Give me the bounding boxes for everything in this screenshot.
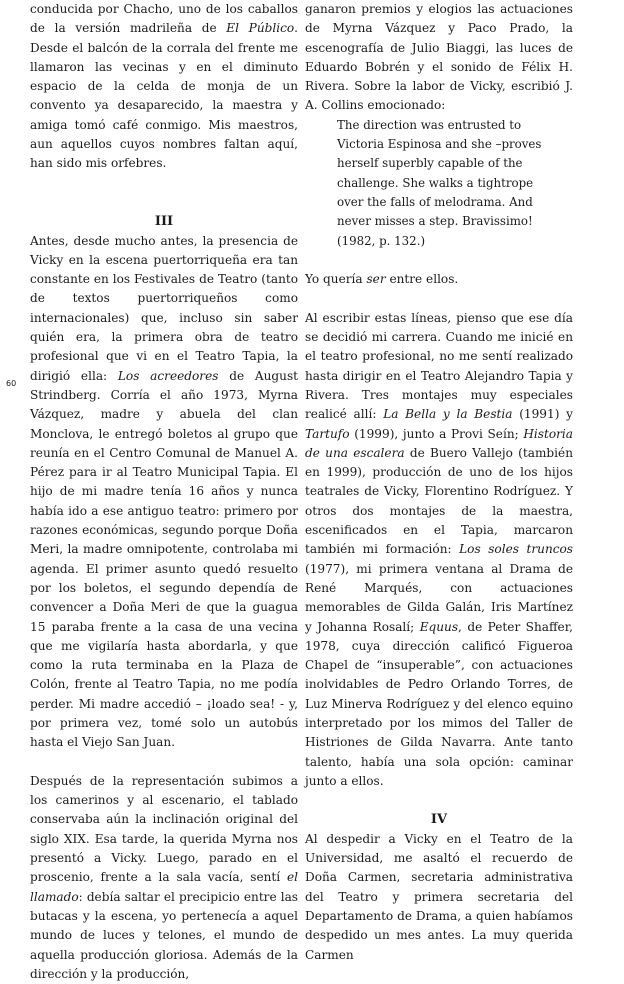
paragraph-despedir: Al despedir a Vicky en el Teatro de la Universidad, me asaltó el recuerdo de Doña Carmen, secretaria administrativa del Teatro y primera secretaria del Departamento de Drama, a quien habíamos despedido un mes antes. La muy querida Carmen	[305, 831, 573, 962]
paragraph-intro: conducida por Chacho, uno de los caballos de la versión madrileña de El Público. Desde el balcón de la corrala del frente me llamaron las vecinas y en el diminuto espacio de la celda de monja de un convento ya desaparecido, la maestra y amiga tomó café conmigo. Mis maestros, aun aquellos cuyos nombres faltan aquí, han sido mis orfebres.	[30, 2, 298, 171]
paragraph-despues: Después de la representación subimos a los camerinos y al escenario, el tablado conservaba aún la inclinación original del siglo XIX. Esa tarde, la querida Myrna nos presentó a Vicky. Luego, parado en el proscenio, frente a la sala vacía, sentí el llamado: debía saltar el precipicio entre las butacas y la escena, yo pertenecía a aquel mundo de luces y telones, el mundo de aquella producción gloriosa. Además de la dirección y la producción,	[30, 773, 298, 981]
page-number: 60	[6, 379, 17, 388]
section-heading-iii: III	[154, 214, 174, 230]
right-column	[305, 0, 573, 965]
paragraph-antes: Antes, desde mucho antes, la presencia de Vicky en la escena puertorriqueña era tan constante en los Festivales de Teatro (tanto de textos puertorriqueños como internacionales) que, incluso sin saber quién era, la primera obra de teatro profesional que vi en el Teatro Tapia, la dirigió ella: Los acreedores de August Strindberg. Corría el año 1973, Myrna Vázquez, madre y abuela del clan Monclova, le entregó boletos al grupo que reunía en el Centro Comunal de Manuel A. Pérez para ir al Teatro Municipal Tapia. El hijo de mi madre tenía 16 años y nunca había ido a ese antiguo teatro: primero por razones económicas, segundo porque Doña Meri, la madre omnipotente, controlaba mi agenda. El primer asunto quedó resuelto por los boletos, el segundo dependía de convencer a Doña Meri de que la guagua 15 paraba frente a la casa de una vecina que me vigilaría hasta abordarla, y que como la ruta terminaba en la Plaza de Colón, frente al Teatro Tapia, no me podía perder. Mi madre accedió – ¡loado sea! - y, por primera vez, tomé solo un autobús hasta el Viejo San Juan.	[30, 233, 299, 750]
section-heading-iv: IV	[430, 812, 448, 828]
block-quote: The direction was entrusted to Victoria Espinosa and she –proves herself superbly capable of the challenge. She walks a tightrope over the falls of melodrama. And never misses a step. Bravissimo! (1982, p. 132.)	[337, 117, 542, 248]
paragraph-queria: Yo quería ser entre ellos.	[305, 272, 459, 287]
paragraph-escribir: Al escribir estas líneas, pienso que ese día se decidió mi carrera. Cuando me inicié en el teatro profesional, no me sentí realizado hasta dirigir en el Teatro Alejandro Tapia y Rivera. Tres montajes muy especiales realicé allí: La Bella y la Bestia (1991) y Tartufo (1999), junto a Provi Seín; Historia de una escalera de Buero Vallejo (también en 1999), producción de uno de los hijos teatrales de Vicky, Florentino Rodríguez. Y otros dos montajes de la maestra, escenificados en el Tapia, marcaron también mi formación: Los soles truncos (1977), mi primera ventana al Drama de René Marqués, con actuaciones memorables de Gilda Galán, Iris Martínez y Johanna Rosalí; Equus, de Peter Shaffer, 1978, cuya dirección calificó Figueroa Chapel de “insuperable”, con actuaciones inolvidables de Pedro Orlando Torres, de Luz Minerva Rodríguez y del elenco equino interpretado por los mimos del Taller de Histriones de Gilda Navarra. Ante tanto talento, había una sola opción: caminar junto a ellos.	[305, 310, 573, 788]
left-column	[30, 0, 298, 984]
paragraph-premios: ganaron premios y elogios las actuaciones de Myrna Vázquez y Paco Prado, la escenografía de Julio Biaggi, las luces de Eduardo Bobrén y el sonido de Félix H. Rivera. Sobre la labor de Vicky, escribió J. A. Collins emocionado:	[305, 2, 573, 113]
